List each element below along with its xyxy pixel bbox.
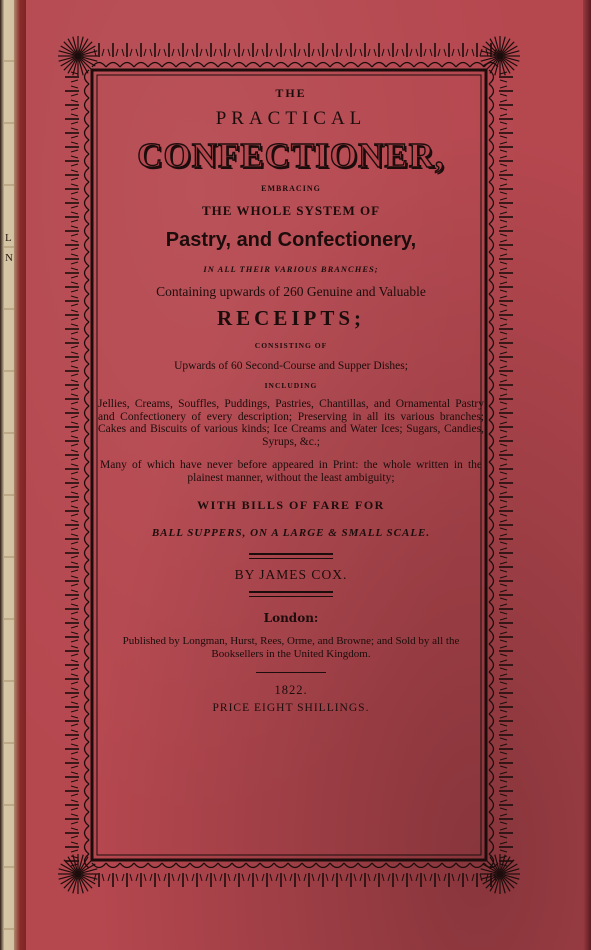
contents-paragraph: Jellies, Creams, Souffles, Puddings, Pastries, Chantillas, and Ornamental Pastry and Confectionery of every description; Preserving in all its various branches; Cakes and Biscuits of various kinds; Ice Creams and Water Ices; Sugars, Candies, Syrups, &c.; [98, 398, 484, 448]
ball-suppers-text: BALL SUPPERS, ON A LARGE & SMALL SCALE. [151, 527, 431, 539]
embracing-text: EMBRACING [261, 184, 321, 193]
imprint-place: London: [263, 611, 319, 625]
title-the: THE [275, 86, 307, 100]
description-paragraph: Many of which have never before appeared in Print: the whole written in the plainest manner, without the least ambiguity; [100, 459, 482, 484]
pastry-heading: Pastry, and Confectionery, [165, 229, 417, 251]
branches-text: IN ALL THEIR VARIOUS BRANCHES; [203, 264, 379, 274]
author-line: BY JAMES COX. [234, 567, 348, 582]
title-page [96, 74, 486, 854]
divider-rule [249, 591, 333, 597]
title-practical: PRACTICAL [215, 108, 367, 129]
divider-rule [256, 672, 326, 673]
publisher-text: Published by Longman, Hurst, Rees, Orme, and Browne; and Sold by all the Booksellers in the United Kingdom. [122, 635, 460, 660]
bills-of-fare-text: WITH BILLS OF FARE FOR [197, 498, 385, 512]
upwards-text: Upwards of 60 Second-Course and Supper Dishes; [174, 360, 408, 372]
containing-text: Containing upwards of 260 Genuine and Valuable [156, 284, 426, 299]
spine-letter: N [5, 252, 13, 264]
spine-letter: L [5, 232, 12, 244]
consisting-text: CONSISTING OF [254, 341, 328, 350]
publication-year: 1822. [274, 683, 308, 697]
including-text: INCLUDING [264, 381, 318, 390]
divider-rule [249, 553, 333, 559]
price-text: PRICE EIGHT SHILLINGS. [212, 702, 370, 714]
whole-system-text: THE WHOLE SYSTEM OF [201, 203, 381, 218]
receipts-heading: RECEIPTS; [216, 306, 366, 330]
title-confectioner: CONFECTIONER, [137, 136, 445, 175]
